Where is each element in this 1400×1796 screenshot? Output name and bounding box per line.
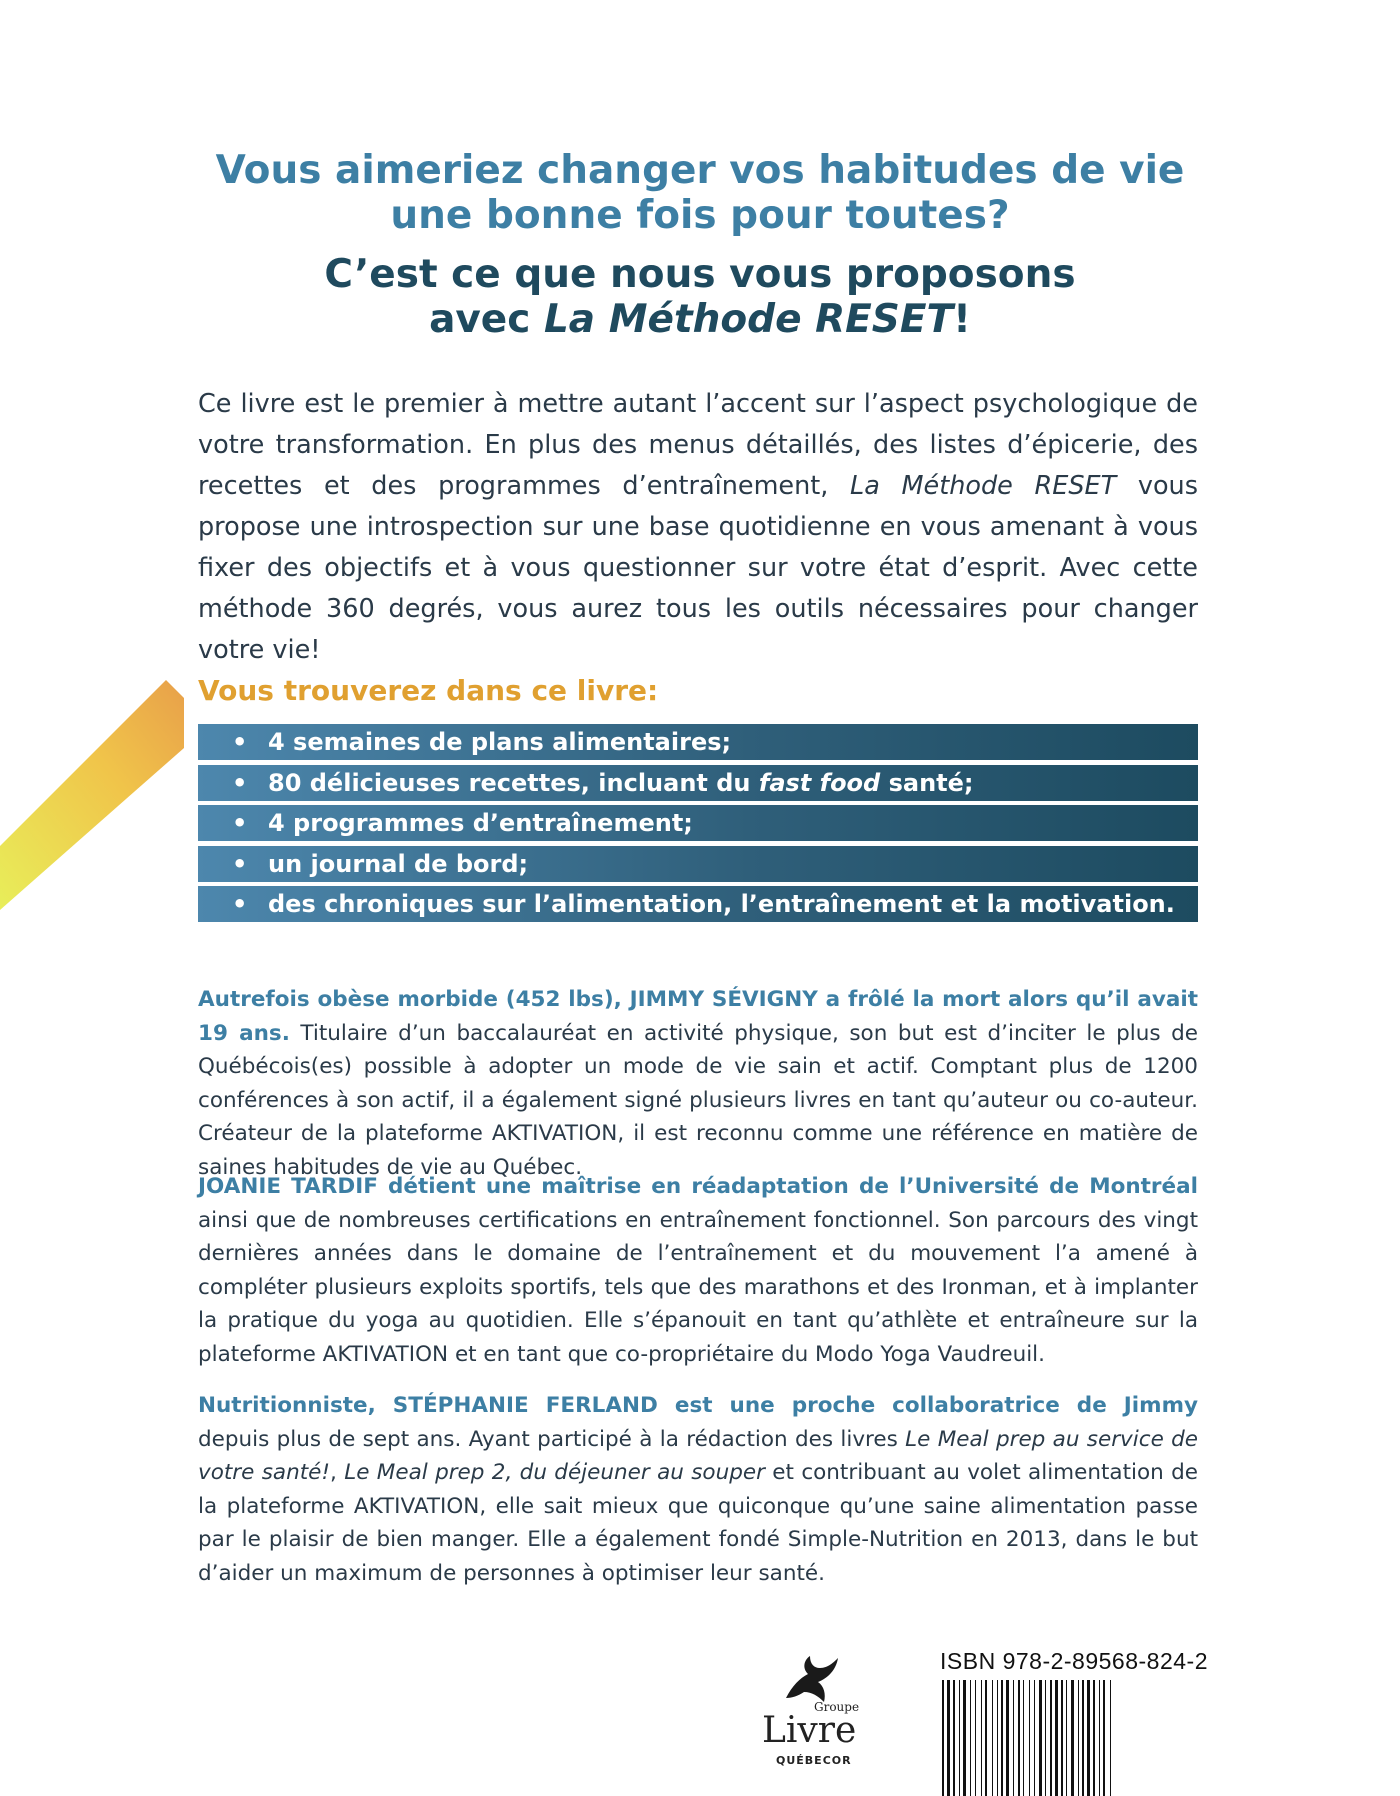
bio-separator: , <box>330 1460 345 1485</box>
barcode-bar <box>963 1680 966 1796</box>
bullet-icon: • <box>232 728 248 756</box>
list-item-text: 80 délicieuses recettes, incluant du <box>268 768 759 797</box>
barcode-bar <box>1055 1680 1058 1796</box>
barcode-bar <box>1087 1680 1090 1796</box>
barcode-bar <box>1013 1680 1014 1796</box>
barcode-bar <box>1018 1680 1020 1796</box>
headline-answer-pre: avec <box>429 297 544 342</box>
list-item-text: 4 programmes d’entraînement; <box>268 809 693 837</box>
barcode-bar <box>1039 1680 1042 1796</box>
barcode-bar <box>1045 1680 1046 1796</box>
publisher-livre: Livre <box>762 1710 857 1751</box>
isbn-label: ISBN 978-2-89568-824-2 <box>940 1648 1208 1674</box>
barcode-bar <box>1082 1680 1084 1796</box>
bullet-icon: • <box>232 809 248 837</box>
publisher-groupe: Groupe <box>814 1700 860 1714</box>
barcode-bar <box>1023 1680 1024 1796</box>
bullet-icon: • <box>232 849 248 878</box>
bullet-icon: • <box>232 768 248 797</box>
barcode-bar <box>1034 1680 1035 1796</box>
barcode-bar <box>1071 1680 1074 1796</box>
book-title: La Méthode RESET <box>543 297 954 342</box>
headline-answer <box>0 252 1400 342</box>
barcode-bar <box>1103 1680 1105 1796</box>
barcode-bar <box>997 1680 998 1796</box>
intro-text-1: Ce livre est le premier à mettre autant l’accent sur l’aspect psychologique de votre transformation. En plus des menus détaillés, des listes d’épicerie, des recettes et des programmes d’entraînement, <box>198 389 1198 501</box>
barcode-bar <box>1078 1680 1079 1796</box>
list-item-text-end: santé; <box>880 768 974 797</box>
author-bio-jimmy <box>198 983 1198 1184</box>
list-item <box>198 886 1198 922</box>
contents-title: Vous trouverez dans ce livre: <box>198 674 659 707</box>
bio-lead: Nutritionniste, STÉPHANIE FERLAND est une proche collaboratrice de Jimmy <box>198 1393 1198 1418</box>
list-item <box>198 846 1198 882</box>
bio-text: Titulaire d’un baccalauréat en activité physique, son but est d’inciter le plus de Québécois(es) possible à adopter un mode de vie sain et actif. Comptant plus de 1200 conférences à son actif, il a également signé plusieurs livres en tant qu’auteur ou co-auteur. Créateur de la plateforme AKTIVATION, il est reconnu comme une référence en matière de saines habitudes de vie au Québec. <box>198 1020 1198 1180</box>
publisher-logo <box>760 1652 870 1772</box>
bio-lead: JOANIE TARDIF détient une maîtrise en réadaptation de l’Université de Montréal <box>198 1174 1198 1199</box>
headline-question <box>0 148 1400 238</box>
barcode-bar <box>1066 1680 1067 1796</box>
barcode-bar <box>1050 1680 1052 1796</box>
barcode-bar <box>1029 1680 1030 1796</box>
barcode-bar <box>947 1680 950 1796</box>
barcode-bar <box>985 1680 987 1796</box>
bio-text: et contribuant au volet alimentation de la plateforme AKTIVATION, elle sait mieux que quiconque qu’une saine alimentation passe par le plaisir de bien manger. Elle a également fondé Simple-Nutrition en 2013, dans le but d’aider un maximum de personnes à optimiser leur santé. <box>198 1460 1199 1586</box>
intro-paragraph <box>198 384 1198 671</box>
list-item-italic: fast food <box>758 768 881 797</box>
headline-answer-post: ! <box>953 297 971 342</box>
barcode-bar <box>970 1680 971 1796</box>
headline-question-line1: Vous aimeriez changer vos habitudes de vie <box>215 148 1185 193</box>
barcode-bar <box>981 1680 982 1796</box>
barcode-bar <box>975 1680 976 1796</box>
headline-answer-line2 <box>0 297 1400 342</box>
list-item-text: des chroniques sur l’alimentation, l’entraînement et la motivation. <box>268 890 1175 918</box>
barcode-bar <box>1110 1680 1111 1796</box>
author-bio-stephanie <box>198 1389 1198 1590</box>
barcode-bar <box>1099 1680 1100 1796</box>
list-item <box>198 765 1198 801</box>
publisher-quebecor: QUÉBECOR <box>776 1754 852 1767</box>
list-item-text: 4 semaines de plans alimentaires; <box>268 728 732 756</box>
bullet-icon: • <box>232 890 248 918</box>
barcode-bar <box>953 1680 955 1796</box>
barcode-bar <box>1061 1680 1063 1796</box>
author-bio-joanie <box>198 1170 1198 1371</box>
barcode <box>940 1680 1200 1796</box>
headline-answer-line1: C’est ce que nous vous proposons <box>324 252 1076 297</box>
barcode-bar <box>1093 1680 1095 1796</box>
bio-lead: Autrefois obèse morbide (452 lbs), JIMMY SÉVIGNY a frôlé la mort alors qu’il avait 19 ans. <box>198 987 1198 1046</box>
bio-book-title: Le Meal prep 2, du déjeuner au souper <box>344 1460 765 1485</box>
bio-text: depuis plus de sept ans. Ayant participé à la rédaction des livres <box>198 1426 906 1452</box>
bio-text: ainsi que de nombreuses certifications en entraînement fonctionnel. Son parcours des vingt dernières années dans le domaine de l’entraînement et du mouvement l’a amené à compléter plusieurs exploits sportifs, tels que des marathons et des Ironman, et à implanter la pratique du yoga au quotidien. Elle s’épanouit en tant qu’athlète et entraîneure sur la plateforme AKTIVATION et en tant que co-propriétaire du Modo Yoga Vaudreuil. <box>198 1207 1198 1367</box>
bio-book-title: Le Meal prep au service de votre santé! <box>198 1426 1198 1485</box>
barcode-bar <box>1006 1680 1009 1796</box>
barcode-bar <box>992 1680 993 1796</box>
intro-text-2: vous propose une introspection sur une base quotidienne en vous amenant à vous fixer des objectifs et à vous questionner sur votre état d’esprit. Avec cette méthode 360 degrés, vous aurez tous les outils nécessaires pour changer votre vie! <box>198 471 1199 665</box>
list-item <box>198 724 1198 760</box>
list-item <box>198 805 1198 841</box>
list-item-text: un journal de bord; <box>268 849 529 878</box>
barcode-bar <box>1001 1680 1003 1796</box>
contents-list <box>198 724 1198 927</box>
barcode-bar <box>959 1680 960 1796</box>
headline-question-line2: une bonne fois pour toutes? <box>390 193 1010 238</box>
intro-book-title: La Méthode RESET <box>850 471 1117 501</box>
barcode-bar <box>942 1680 944 1796</box>
decorative-ribbon <box>0 680 184 910</box>
